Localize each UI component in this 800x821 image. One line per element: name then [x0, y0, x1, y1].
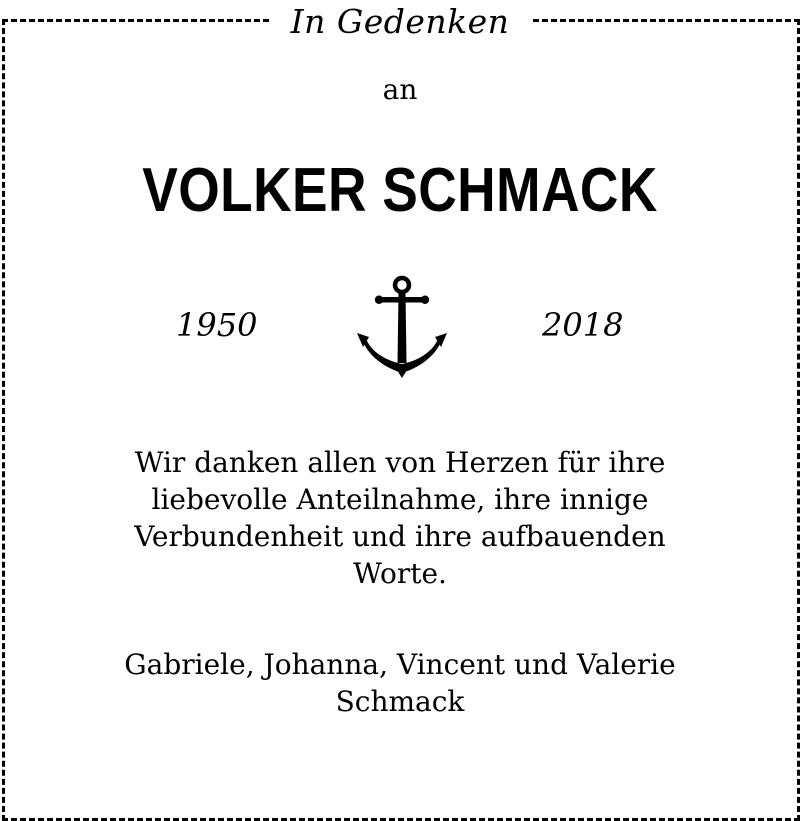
signature-line: Schmack: [335, 685, 465, 718]
thank-you-message: [0, 444, 800, 592]
message-line: liebevolle Anteilnahme, ihre innige: [151, 483, 649, 516]
signature-line: Gabriele, Johanna, Vincent und Valerie: [124, 648, 676, 681]
deceased-name: VOLKER SCHMACK: [142, 156, 658, 225]
death-year: 2018: [542, 306, 624, 344]
preposition-an: an: [382, 73, 418, 106]
anchor-icon: [355, 275, 449, 379]
birth-year: 1950: [176, 306, 258, 344]
heading-in-gedenken: In Gedenken: [269, 2, 532, 42]
message-line: Wir danken allen von Herzen für ihre: [134, 446, 666, 479]
message-line: Worte.: [353, 557, 447, 590]
family-signature: [0, 646, 800, 720]
message-line: Verbundenheit und ihre aufbauenden: [134, 520, 666, 553]
